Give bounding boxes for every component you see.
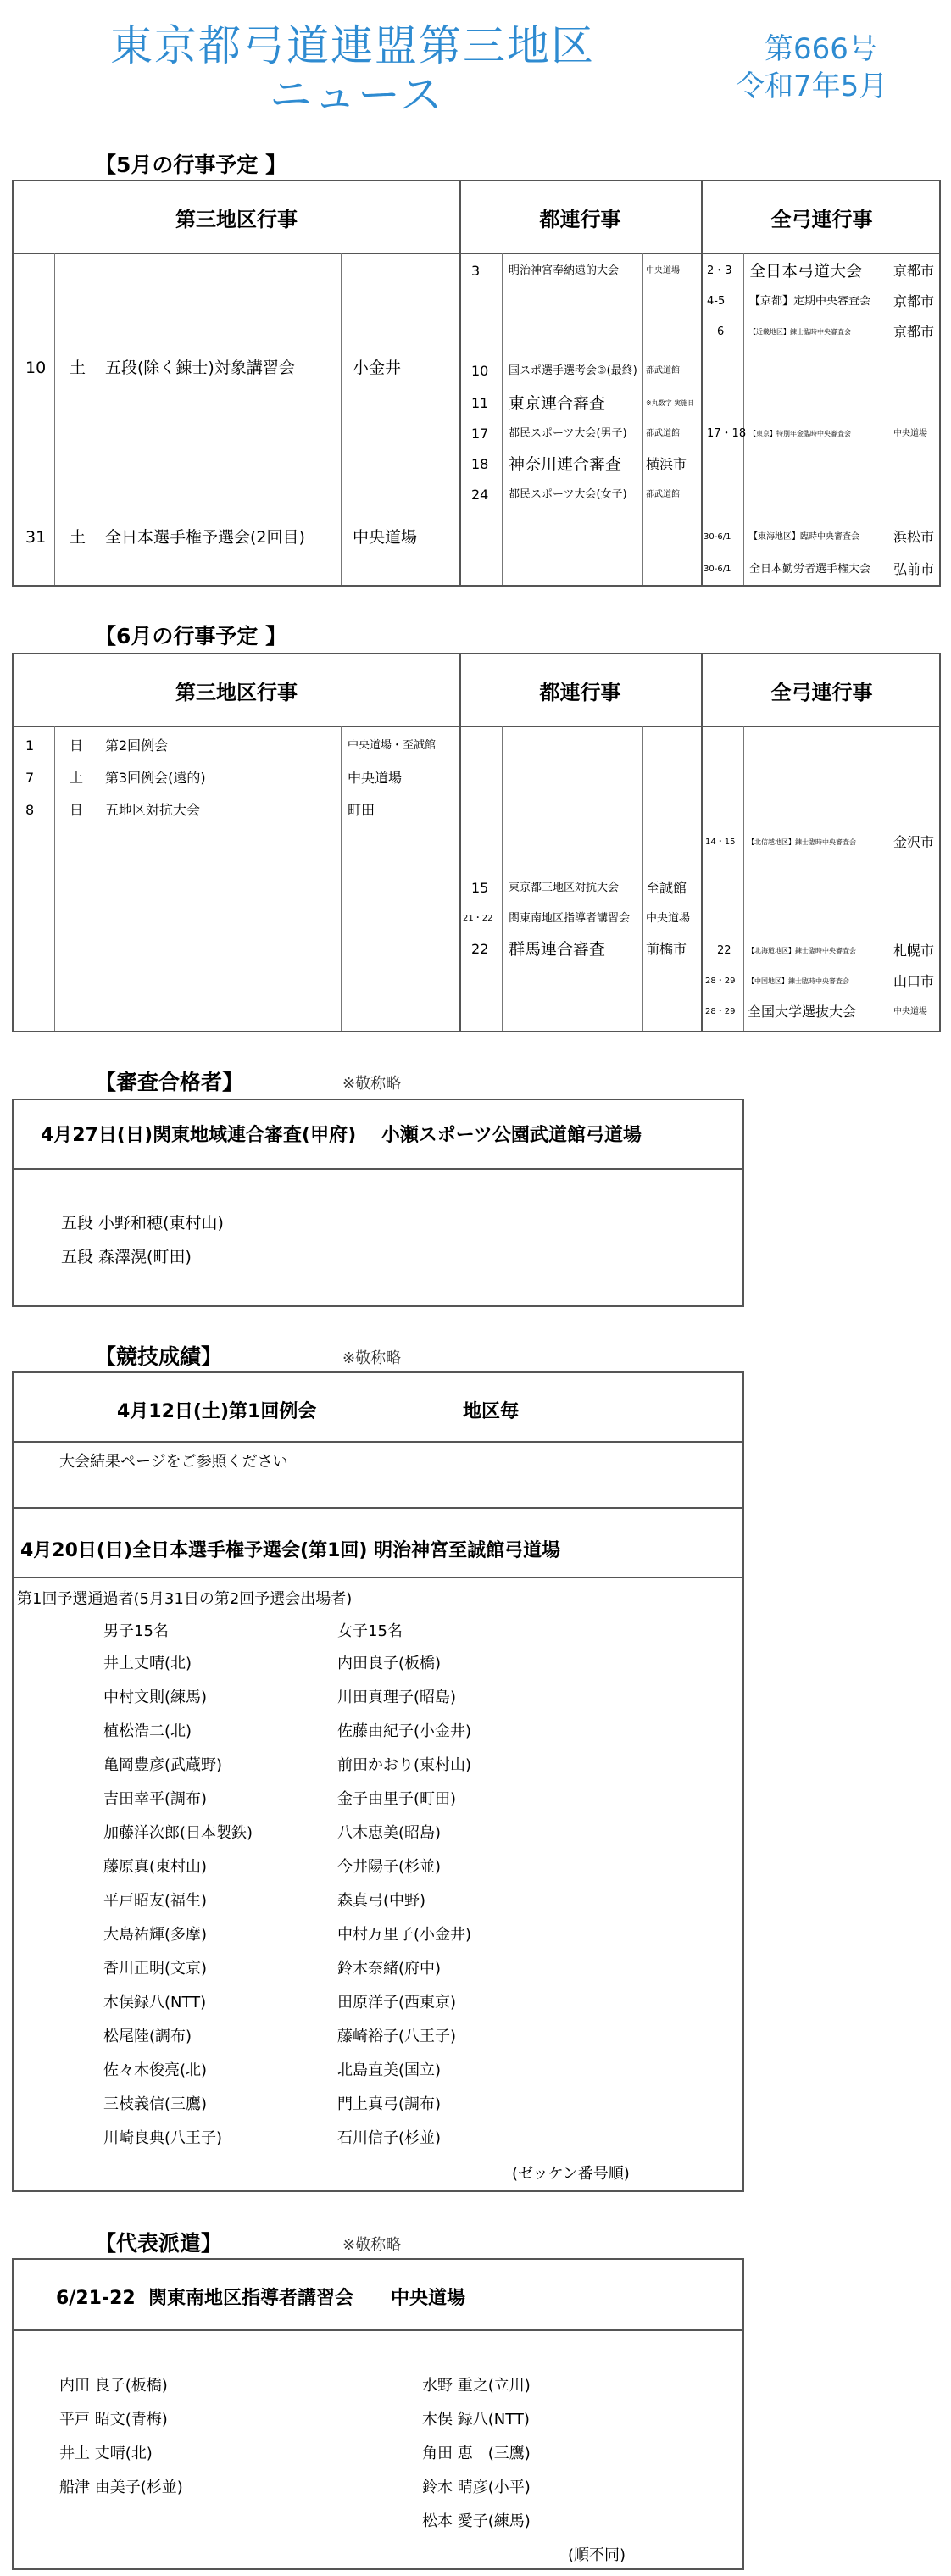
june-toren-place: 中央道場 bbox=[646, 912, 691, 925]
may-schedule-title: 【5月の行事予定 】 bbox=[95, 153, 287, 177]
qualifier-women: 今井陽子(杉並) bbox=[337, 1858, 442, 1876]
newsletter-title: 東京都弓道連盟第三地区 bbox=[110, 21, 595, 70]
may-zenkyu-event: 【東海地区】臨時中央審査会 bbox=[749, 532, 859, 542]
may-toren-place: ※丸数字 実施日 bbox=[646, 399, 695, 407]
june-zenkyu-event: 【北信越地区】錬士臨時中央審査会 bbox=[748, 838, 856, 846]
may-toren-day: 17 bbox=[471, 426, 489, 442]
june-district-event: 五地区対抗大会 bbox=[105, 802, 201, 818]
may-zenkyu-event: 【近畿地区】錬士臨時中央審査会 bbox=[749, 328, 851, 336]
qualifier-men: 大島祐輝(多摩) bbox=[103, 1926, 208, 1944]
may-district-place: 中央道場 bbox=[353, 528, 418, 547]
june-district-event: 第2回例会 bbox=[105, 737, 169, 754]
qualifier-women: 中村万里子(小金井) bbox=[337, 1926, 472, 1944]
qualifier-men: 佐々木俊亮(北) bbox=[103, 2061, 208, 2079]
may-district-dow: 土 bbox=[70, 528, 86, 547]
may-toren-event: 国スポ選手選考会③(最終) bbox=[509, 364, 637, 377]
may-toren-event: 神奈川連合審査 bbox=[509, 455, 622, 474]
qualifier-men: 加藤洋次郎(日本製鉄) bbox=[103, 1824, 253, 1842]
may-zenkyu-day: 6 bbox=[717, 325, 725, 338]
june-district-event: 第3回例会(遠的) bbox=[105, 770, 206, 786]
results-honorific-note: ※敬称略 bbox=[342, 1349, 402, 1367]
event1-heading: 4月12日(土)第1回例会 bbox=[117, 1401, 317, 1422]
june-zenkyu-event: 【中国地区】錬士臨時中央審査会 bbox=[748, 977, 849, 985]
june-toren-place: 前橋市 bbox=[646, 941, 687, 957]
event2-heading: 4月20日(日)全日本選手権予選会(第1回) 明治神宮至誠館弓道場 bbox=[20, 1540, 561, 1561]
exam-heading: 4月27日(日)関東地域連合審査(甲府) 小瀬スポーツ公園武道館弓道場 bbox=[41, 1125, 642, 1146]
may-zenkyu-day: 4-5 bbox=[707, 295, 726, 308]
may-zenkyu-place: 浜松市 bbox=[893, 529, 935, 545]
may-zenkyu-event: 全日本勤労者選手権大会 bbox=[749, 563, 871, 576]
may-toren-place: 都武道館 bbox=[646, 429, 680, 438]
may-district-event: 五段(除く錬士)対象講習会 bbox=[105, 359, 295, 377]
may-zenkyu-event: 【京都】定期中央審査会 bbox=[749, 295, 871, 308]
dispatch-member-right: 角田 恵 (三鷹) bbox=[422, 2445, 531, 2462]
col-header-toren: 都連行事 bbox=[539, 680, 621, 704]
june-toren-event: 関東南地区指導者講習会 bbox=[509, 912, 631, 925]
may-toren-place: 中央道場 bbox=[646, 266, 680, 275]
june-district-dow: 土 bbox=[70, 770, 84, 786]
qualifier-men: 香川正明(文京) bbox=[103, 1960, 208, 1978]
qualifier-men: 植松浩二(北) bbox=[103, 1722, 192, 1740]
dispatch-member-right: 松本 愛子(練馬) bbox=[422, 2512, 531, 2530]
dispatch-member-right: 木俣 録八(NTT) bbox=[422, 2411, 530, 2429]
col-header-zenkyu: 全弓連行事 bbox=[770, 680, 873, 704]
col-header-toren: 都連行事 bbox=[539, 207, 621, 231]
june-zenkyu-day: 22 bbox=[717, 944, 731, 957]
june-toren-event: 群馬連合審査 bbox=[509, 940, 606, 959]
qualifier-men: 川崎良典(八王子) bbox=[103, 2129, 223, 2147]
qualifier-women: 鈴木奈緒(府中) bbox=[337, 1960, 442, 1978]
june-zenkyu-day: 28・29 bbox=[705, 1007, 736, 1016]
may-zenkyu-event: 全日本弓道大会 bbox=[749, 262, 863, 281]
qualifier-women: 北島直美(国立) bbox=[337, 2061, 442, 2079]
qualifier-women: 森真弓(中野) bbox=[337, 1892, 426, 1910]
qualifier-women: 佐藤由紀子(小金井) bbox=[337, 1722, 472, 1740]
june-district-dow: 日 bbox=[70, 737, 84, 754]
may-toren-day: 10 bbox=[471, 363, 489, 379]
qualifier-women: 門上真弓(調布) bbox=[337, 2095, 442, 2113]
may-zenkyu-place: 京都市 bbox=[893, 293, 935, 309]
dispatch-member-left: 内田 良子(板橋) bbox=[59, 2377, 168, 2395]
women-count-label: 女子15名 bbox=[337, 1622, 403, 1640]
qualifier-women: 八木恵美(昭島) bbox=[337, 1824, 442, 1842]
may-toren-event: 東京連合審査 bbox=[509, 394, 606, 413]
dispatch-member-left: 平戸 昭文(青梅) bbox=[59, 2411, 168, 2429]
may-zenkyu-place: 弘前市 bbox=[893, 561, 935, 577]
exam-passer: 五段 小野和穂(東村山) bbox=[61, 1214, 224, 1232]
june-toren-day: 15 bbox=[471, 880, 489, 896]
qualifier-women: 前田かおり(東村山) bbox=[337, 1756, 472, 1774]
may-zenkyu-day: 30-6/1 bbox=[704, 532, 731, 542]
qualifier-men: 三枝義信(三鷹) bbox=[103, 2095, 208, 2113]
june-district-place: 町田 bbox=[348, 802, 375, 818]
may-zenkyu-event: 【東京】特別年金臨時中央審査会 bbox=[749, 430, 851, 437]
event1-scope: 地区毎 bbox=[463, 1401, 520, 1422]
may-zenkyu-place: 京都市 bbox=[893, 324, 935, 340]
june-zenkyu-event: 全国大学選抜大会 bbox=[748, 1004, 857, 1020]
men-count-label: 男子15名 bbox=[103, 1622, 169, 1640]
dispatch-member-right: 水野 重之(立川) bbox=[422, 2377, 531, 2395]
col-header-zenkyu: 全弓連行事 bbox=[770, 207, 873, 231]
qualifier-men: 木俣録八(NTT) bbox=[103, 1994, 207, 2011]
june-zenkyu-day: 14・15 bbox=[705, 837, 736, 847]
col-header-district: 第三地区行事 bbox=[175, 680, 298, 704]
may-zenkyu-place: 中央道場 bbox=[893, 429, 927, 438]
qualifier-women: 藤崎裕子(八王子) bbox=[337, 2028, 457, 2045]
results-box bbox=[12, 1371, 744, 2192]
order-note: (ゼッケン番号順) bbox=[512, 2165, 630, 2183]
exam-box bbox=[12, 1099, 744, 1307]
may-zenkyu-place: 京都市 bbox=[893, 263, 935, 279]
june-zenkyu-place: 札幌市 bbox=[893, 943, 935, 959]
results-section-title: 【競技成績】 bbox=[95, 1344, 223, 1369]
june-toren-day: 22 bbox=[471, 941, 489, 957]
may-toren-event: 都民スポーツ大会(男子) bbox=[509, 427, 627, 440]
qualifier-women: 内田良子(板橋) bbox=[337, 1655, 442, 1672]
exam-passer: 五段 森澤滉(町田) bbox=[61, 1248, 192, 1266]
june-zenkyu-place: 金沢市 bbox=[893, 834, 935, 850]
june-zenkyu-event: 【北海道地区】錬士臨時中央審査会 bbox=[748, 947, 856, 954]
may-toren-event: 明治神宮奉納遠的大会 bbox=[509, 264, 620, 277]
june-toren-place: 至誠館 bbox=[646, 880, 687, 896]
may-toren-day: 3 bbox=[471, 263, 481, 279]
qualifier-men: 井上丈晴(北) bbox=[103, 1655, 192, 1672]
may-district-day: 31 bbox=[25, 528, 47, 547]
event2-note: 第1回予選通過者(5月31日の第2回予選会出場者) bbox=[17, 1590, 353, 1608]
exam-section-title: 【審査合格者】 bbox=[95, 1070, 244, 1094]
may-district-place: 小金井 bbox=[353, 359, 402, 377]
may-district-event: 全日本選手権予選会(2回目) bbox=[105, 528, 305, 547]
dispatch-order-note: (順不同) bbox=[568, 2546, 626, 2564]
dispatch-member-right: 鈴木 晴彦(小平) bbox=[422, 2479, 531, 2496]
qualifier-women: 田原洋子(西東京) bbox=[337, 1994, 457, 2011]
qualifier-men: 亀岡豊彦(武蔵野) bbox=[103, 1756, 223, 1774]
qualifier-women: 金子由里子(町田) bbox=[337, 1790, 457, 1808]
june-zenkyu-place: 山口市 bbox=[893, 973, 935, 989]
june-zenkyu-place: 中央道場 bbox=[893, 1007, 927, 1016]
qualifier-men: 中村文則(練馬) bbox=[103, 1689, 208, 1706]
may-schedule-table bbox=[12, 180, 941, 587]
dispatch-honorific-note: ※敬称略 bbox=[342, 2236, 402, 2254]
june-schedule-table bbox=[12, 653, 941, 1032]
may-toren-place: 都武道館 bbox=[646, 366, 680, 376]
may-toren-event: 都民スポーツ大会(女子) bbox=[509, 488, 627, 501]
qualifier-men: 松尾陸(調布) bbox=[103, 2028, 192, 2045]
qualifier-women: 石川信子(杉並) bbox=[337, 2129, 442, 2147]
may-toren-place: 横浜市 bbox=[646, 456, 687, 472]
may-district-day: 10 bbox=[25, 359, 47, 377]
june-zenkyu-day: 28・29 bbox=[705, 976, 736, 986]
newsletter-subtitle: ニュース bbox=[270, 70, 444, 120]
may-district-dow: 土 bbox=[70, 359, 86, 377]
exam-honorific-note: ※敬称略 bbox=[342, 1075, 402, 1093]
may-zenkyu-day: 30-6/1 bbox=[704, 565, 731, 574]
may-zenkyu-day: 2・3 bbox=[707, 264, 732, 277]
june-district-place: 中央道場・至誠館 bbox=[348, 739, 437, 752]
june-toren-day: 21・22 bbox=[463, 914, 493, 923]
june-district-day: 7 bbox=[25, 770, 35, 786]
june-district-place: 中央道場 bbox=[348, 770, 403, 786]
dispatch-member-left: 井上 丈晴(北) bbox=[59, 2445, 153, 2462]
event1-note: 大会結果ページをご参照ください bbox=[59, 1453, 288, 1471]
qualifier-women: 川田真理子(昭島) bbox=[337, 1689, 457, 1706]
issue-number: 第666号 bbox=[765, 32, 877, 66]
qualifier-men: 平戸昭友(福生) bbox=[103, 1892, 208, 1910]
dispatch-section-title: 【代表派遣】 bbox=[95, 2231, 223, 2256]
may-toren-day: 18 bbox=[471, 456, 489, 472]
col-header-district: 第三地区行事 bbox=[175, 207, 298, 231]
may-toren-day: 24 bbox=[471, 487, 489, 503]
june-district-dow: 日 bbox=[70, 802, 84, 818]
issue-date: 令和7年5月 bbox=[736, 70, 888, 103]
dispatch-box bbox=[12, 2258, 744, 2570]
may-zenkyu-day: 17・18 bbox=[707, 427, 747, 440]
qualifier-men: 吉田幸平(調布) bbox=[103, 1790, 208, 1808]
may-toren-day: 11 bbox=[471, 395, 489, 411]
june-toren-event: 東京都三地区対抗大会 bbox=[509, 882, 620, 894]
qualifier-men: 藤原真(東村山) bbox=[103, 1858, 208, 1876]
may-toren-place: 都武道館 bbox=[646, 490, 680, 499]
dispatch-heading: 6/21-22 関東南地区指導者講習会 中央道場 bbox=[56, 2288, 466, 2309]
june-schedule-title: 【6月の行事予定 】 bbox=[95, 624, 287, 648]
june-district-day: 8 bbox=[25, 802, 35, 818]
june-district-day: 1 bbox=[25, 737, 35, 754]
dispatch-member-left: 船津 由美子(杉並) bbox=[59, 2479, 183, 2496]
